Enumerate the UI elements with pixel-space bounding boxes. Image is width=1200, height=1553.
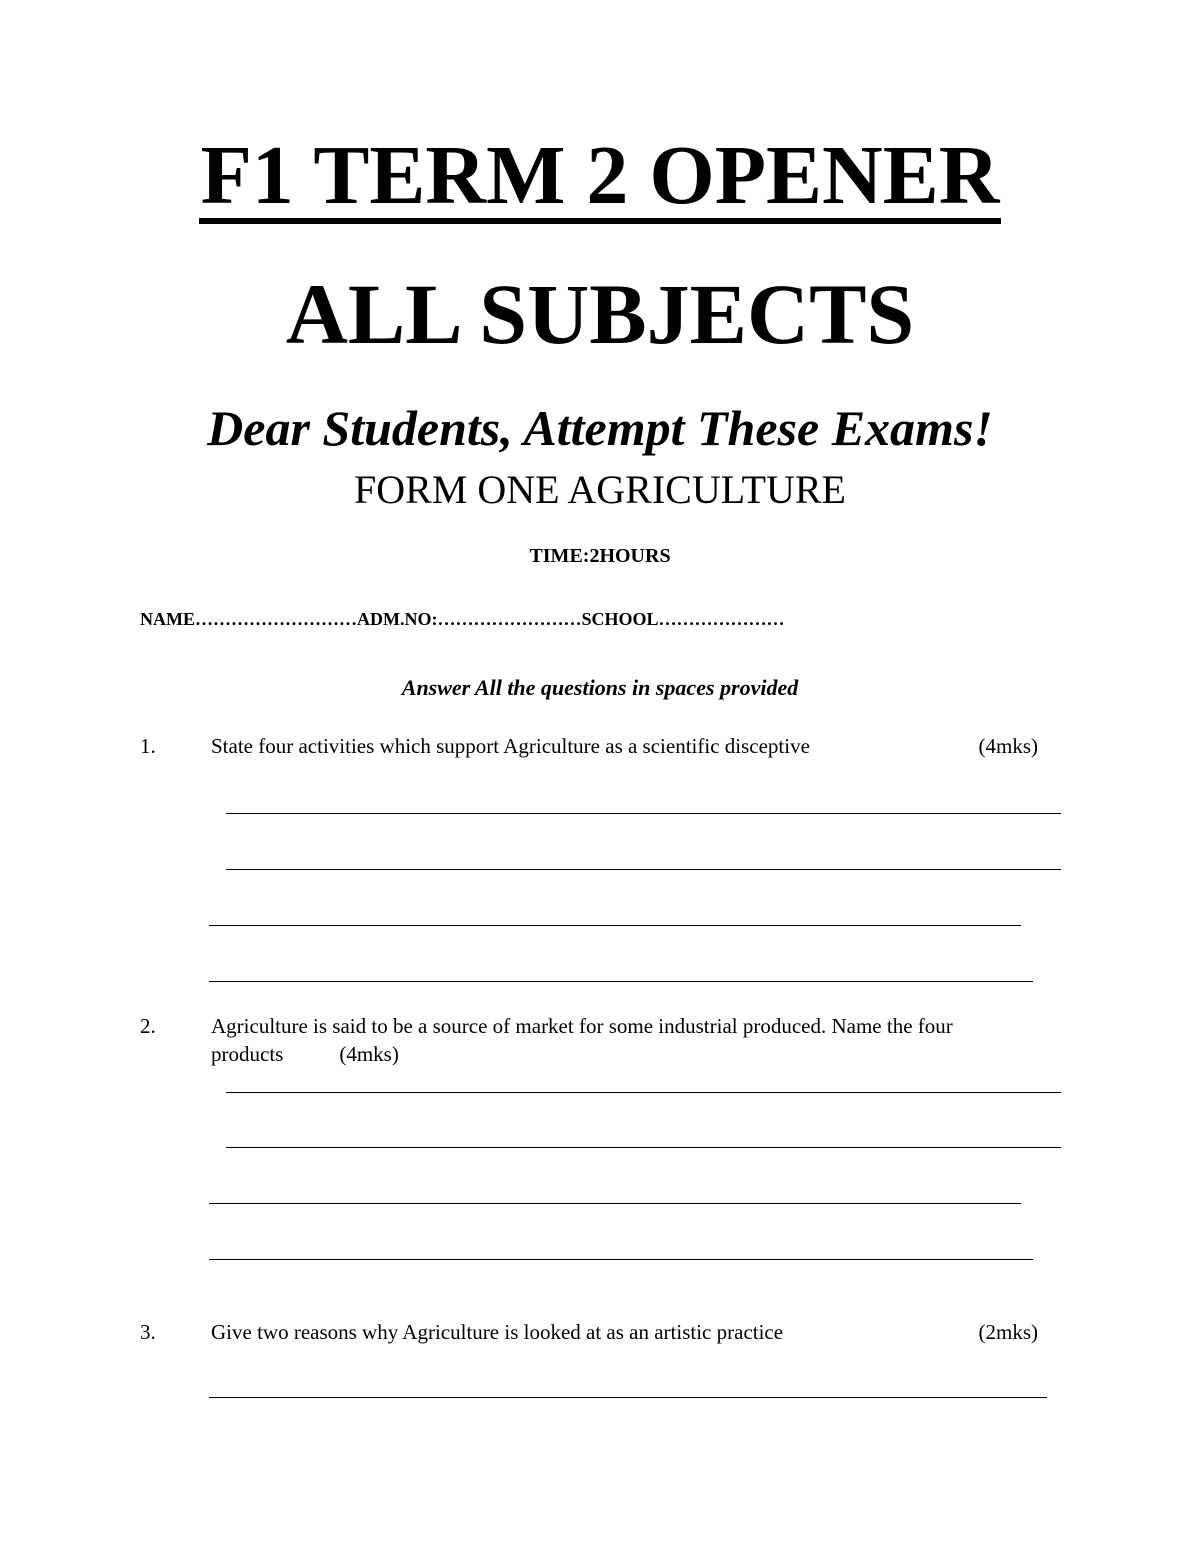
- question-3-answer-line-1[interactable]: [209, 1397, 1047, 1398]
- question-1-answer-line-4[interactable]: [209, 981, 1033, 982]
- exam-time: TIME:2HOURS: [529, 545, 671, 567]
- question-2-answer-line-3[interactable]: [209, 1203, 1021, 1204]
- subject-heading: FORM ONE AGRICULTURE: [354, 467, 846, 512]
- question-1-number: 1.: [140, 734, 156, 758]
- question-3-number: 3.: [140, 1320, 156, 1344]
- question-2-answer-line-4[interactable]: [209, 1259, 1033, 1260]
- question-1-text: State four activities which support Agriculture as a scientific disceptive: [211, 734, 810, 758]
- question-2-block: [211, 1012, 1056, 1068]
- question-2-text: Agriculture is said to be a source of market for some industrial produced. Name the four products: [211, 1014, 953, 1066]
- question-2-marks: (4mks): [339, 1042, 399, 1066]
- question-2-number: 2.: [140, 1014, 156, 1038]
- instructions: Answer All the questions in spaces provided: [401, 675, 799, 700]
- page-subtitle: ALL SUBJECTS: [285, 266, 915, 362]
- greeting-text: Dear Students, Attempt These Exams!: [207, 400, 993, 456]
- question-2-answer-line-2[interactable]: [226, 1147, 1061, 1148]
- question-3-text: Give two reasons why Agriculture is looked at as an artistic practice: [211, 1320, 784, 1344]
- question-1-answer-line-2[interactable]: [226, 869, 1061, 870]
- question-1-answer-line-3[interactable]: [209, 925, 1021, 926]
- question-3-marks: (2mks): [978, 1320, 1038, 1344]
- student-details-fields[interactable]: NAME………………………ADM.NO:……………………SCHOOL…………………: [140, 609, 785, 629]
- page-title-text: F1 TERM 2 OPENER: [200, 129, 1000, 222]
- question-2-answer-line-1[interactable]: [226, 1092, 1061, 1093]
- question-1-answer-line-1[interactable]: [226, 813, 1061, 814]
- page-title: [0, 128, 1200, 224]
- question-1-marks: (4mks): [978, 734, 1038, 758]
